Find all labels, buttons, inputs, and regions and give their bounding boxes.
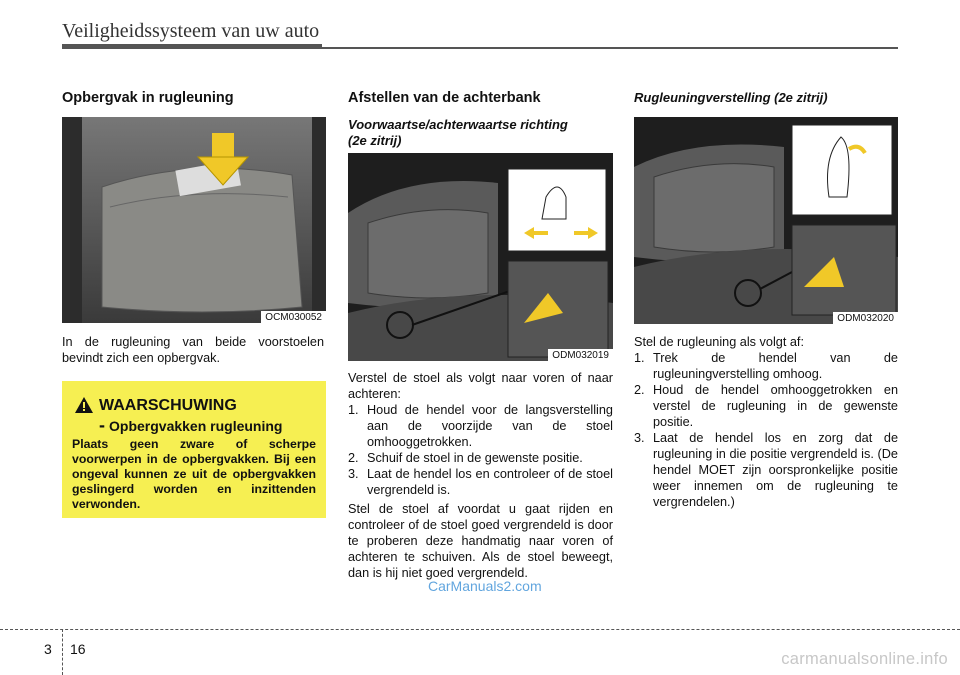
rear-seat-intro: Verstel de stoel als volgt naar voren of naar achteren:	[348, 371, 613, 401]
chapter-number: 3	[44, 641, 52, 657]
subheading-line1: Voorwaartse/achterwaartse richting	[348, 117, 568, 132]
list-item: 1. Houd de hendel voor de langsverstelling aan de voorzijde van de stoel omhooggetrokken.	[348, 403, 613, 449]
list-item: 2. Houd de hendel omhooggetrokken en verstel de rugleuning in de gewenste positie.	[634, 383, 898, 429]
column-backrest	[634, 90, 898, 106]
seatback-pocket-illustration	[62, 117, 326, 323]
header-rule	[62, 47, 898, 49]
footer-rule	[0, 629, 960, 631]
footer-site-link[interactable]: carmanualsonline.info	[781, 650, 948, 668]
page-header-title: Veiligheidssysteem van uw auto	[62, 20, 320, 42]
rear-seat-heading: Afstellen van de achterbank	[348, 90, 541, 106]
watermark: CarManuals2.com	[428, 578, 542, 594]
warning-title: WAARSCHUWING	[99, 397, 237, 414]
storage-heading: Opbergvak in rugleuning	[62, 90, 234, 106]
storage-paragraph: In de rugleuning van beide voorstoelen bevindt zich een opbergvak.	[62, 335, 324, 365]
list-item: 2. Schuif de stoel in de gewenste positie.	[348, 451, 583, 465]
backrest-heading: Rugleuningverstelling (2e zitrij)	[634, 90, 828, 105]
backrest-photo	[634, 117, 898, 324]
seatback-pocket-photo	[62, 117, 326, 323]
backrest-text	[634, 334, 898, 510]
list-item: 3. Laat de hendel los en controleer of de stoel vergrendeld is.	[348, 467, 613, 497]
rear-seat-text	[348, 370, 613, 581]
warning-subtitle-text: Opbergvakken rugleuning	[109, 418, 283, 434]
warning-box	[62, 381, 326, 518]
rear-seat-subheading	[348, 117, 613, 149]
footer-divider	[62, 629, 64, 675]
column-rear-seat	[348, 90, 613, 149]
photo-code: ODM032020	[833, 312, 898, 324]
rear-seat-slide-illustration	[348, 153, 613, 361]
warning-triangle-icon	[74, 396, 94, 414]
rear-seat-outro: Stel de stoel af voordat u gaat rijden en controleer of de stoel goed vergrendeld is door te proberen deze handmatig naar voren of achteren te schuiven. Als de stoel beweegt, dan is hij niet goed vergrendeld.	[348, 502, 613, 580]
list-item: 1. Trek de hendel van de rugleuningverstelling omhoog.	[634, 351, 898, 381]
storage-text	[62, 334, 324, 366]
photo-code: ODM032019	[548, 349, 613, 361]
column-storage	[62, 90, 324, 106]
backrest-illustration	[634, 117, 898, 324]
page-number: 16	[70, 641, 86, 657]
backrest-intro: Stel de rugleuning als volgt af:	[634, 335, 804, 349]
list-item: 3. Laat de hendel los en zorg dat de rugleuning in die positie vergrendeld is. (De hendel MOET zijn oorspronkelijke positie weer innemen om de rugleuning te vergrendelen.)	[634, 431, 898, 509]
warning-dash: -	[99, 415, 105, 435]
photo-code: OCM030052	[261, 311, 326, 323]
rear-seat-steps	[348, 402, 613, 498]
warning-text: Plaats geen zware of scherpe voorwerpen in de opbergvakken. Bij een ongeval kunnen ze uit de opbergvakken geslingerd worden en inzittenden verwonden.	[72, 437, 316, 511]
rear-seat-slide-photo	[348, 153, 613, 361]
warning-subtitle	[99, 415, 282, 436]
backrest-steps	[634, 350, 898, 510]
subheading-line2: (2e zitrij)	[348, 133, 402, 148]
